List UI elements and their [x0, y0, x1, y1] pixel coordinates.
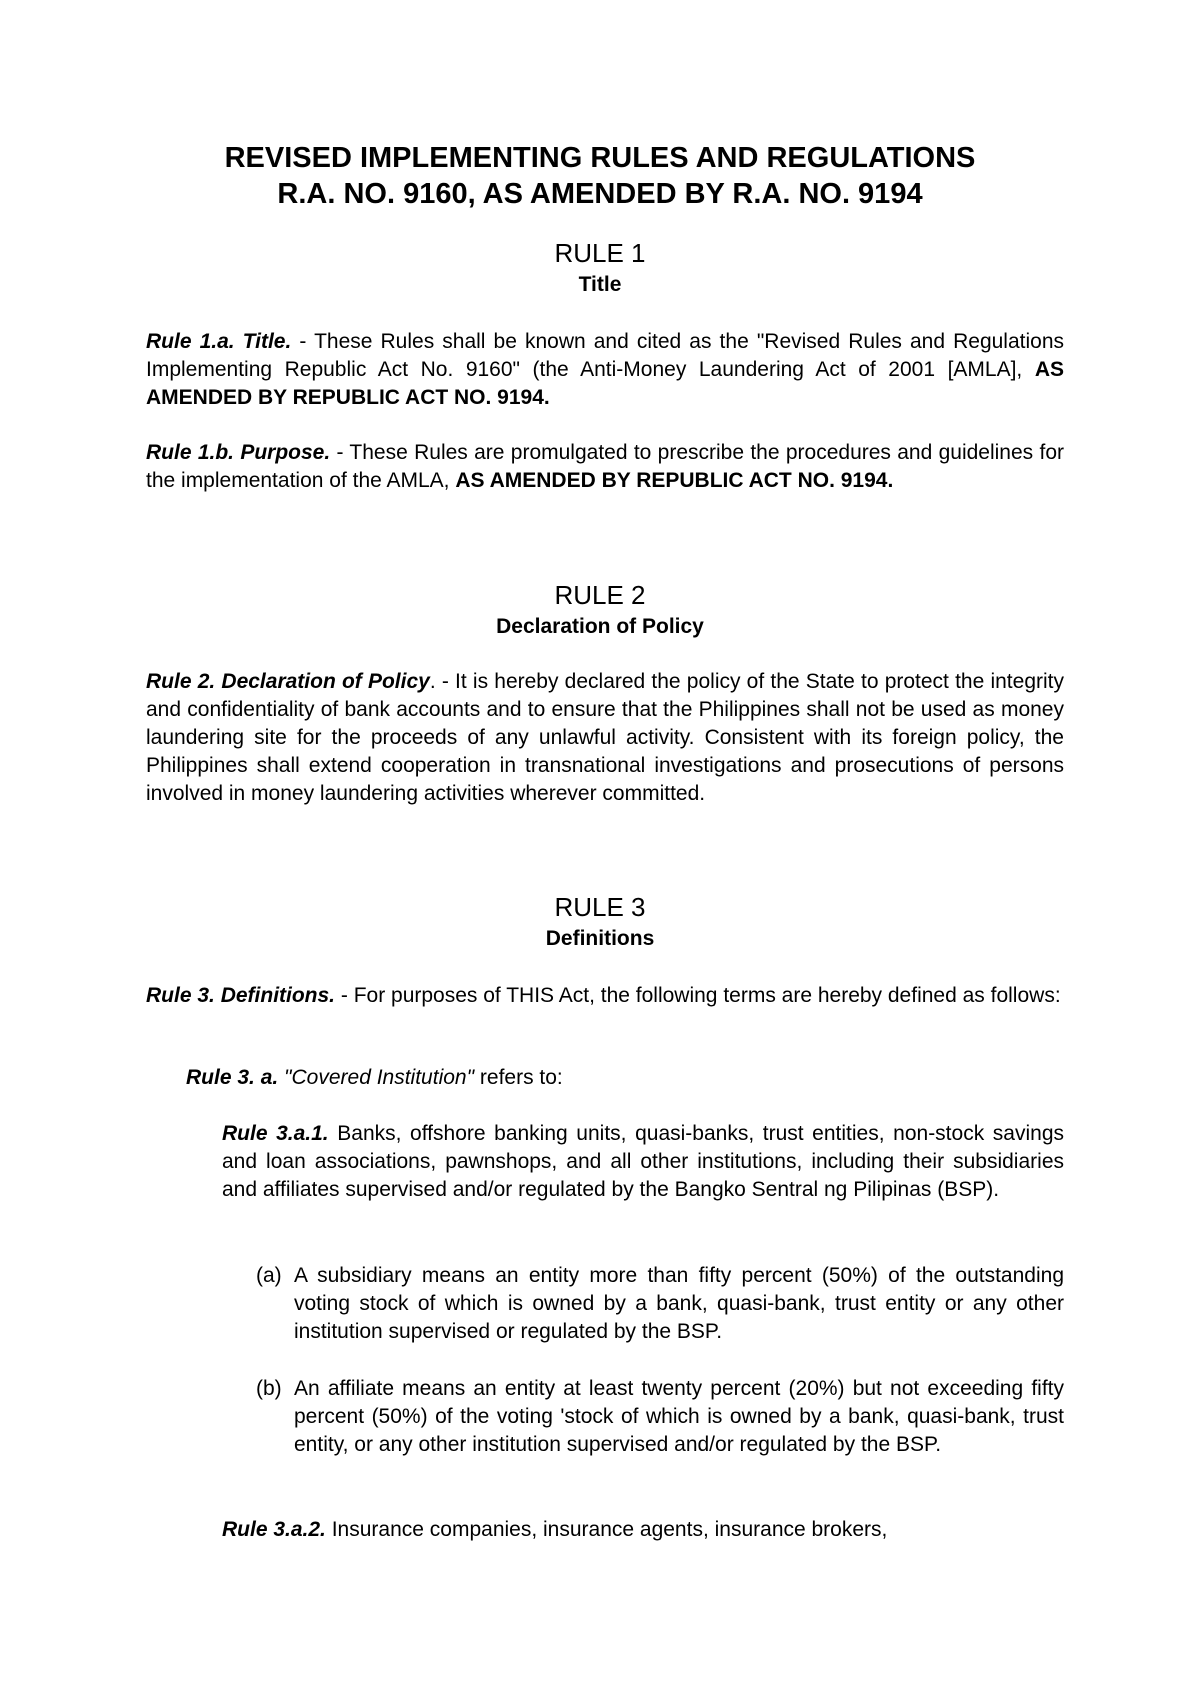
list-item-b-text: An affiliate means an entity at least twenty percent (20%) but not exceeding fifty percent (50%) of the voting 'stock of which is owned by a bank, quasi-bank, trust entity, or any other institution supervised and/or regulated by the BSP. [294, 1377, 1064, 1456]
rule2-heading: RULE 2 [554, 580, 646, 610]
rule2-paragraph [146, 668, 1064, 808]
list-item-a-text: A subsidiary means an entity more than fifty percent (50%) of the outstanding voting stock of which is owned by a bank, quasi-bank, trust entity or any other institution supervised or regulated by the BSP. [294, 1264, 1064, 1343]
rule1-heading: RULE 1 [554, 238, 646, 268]
rule1a-text: - These Rules shall be known and cited as the "Revised Rules and Regulations Implementing Republic Act No. 9160" (the Anti-Money Laundering Act of 2001 [AMLA], [146, 330, 1065, 381]
rule2-subheading: Declaration of Policy [496, 615, 704, 638]
rule3a1-text: Banks, offshore banking units, quasi-banks, trust entities, non-stock savings and loan associations, pawnshops, and all other institutions, including their subsidiaries and affiliates supervised and/or regulated by the Bangko Sentral ng Pilipinas (BSP). [222, 1122, 1064, 1201]
rule2-text: . - It is hereby declared the policy of the State to protect the integrity and confidentiality of bank accounts and to ensure that the Philippines shall not be used as money laundering site for the proceeds of any unlawful activity. Consistent with its foreign policy, the Philippines shall extend cooperation in transnational investigations and prosecutions of persons involved in money laundering activities wherever committed. [146, 670, 1064, 805]
rule1b-bold: AS AMENDED BY REPUBLIC ACT NO. 9194. [455, 469, 894, 492]
rule3-text: - For purposes of THIS Act, the following terms are hereby defined as follows: [335, 984, 1061, 1007]
list-item-b [256, 1375, 1064, 1459]
rule3a-text: refers to: [474, 1066, 563, 1089]
rule3a1-paragraph [222, 1120, 1064, 1204]
rule3-heading: RULE 3 [554, 892, 646, 922]
rule3-label: Rule 3. Definitions. [146, 984, 336, 1007]
rule3a2-paragraph [222, 1516, 1064, 1544]
list-item-b-marker: (b) [256, 1377, 282, 1400]
list-item-a [256, 1262, 1064, 1346]
rule1b-label: Rule 1.b. Purpose. [146, 441, 331, 464]
rule3a2-label: Rule 3.a.2. [222, 1518, 326, 1541]
rule1a-paragraph [146, 328, 1064, 412]
rule1b-paragraph [146, 439, 1064, 495]
rule2-label: Rule 2. Declaration of Policy [146, 670, 430, 693]
rule3-paragraph [146, 982, 1064, 1010]
document-title-line2: R.A. NO. 9160, AS AMENDED BY R.A. NO. 9194 [277, 178, 923, 210]
rule1a-label: Rule 1.a. Title. [146, 330, 292, 353]
rule3-subheading: Definitions [545, 927, 655, 950]
rule1a-bold: AS AMENDED BY REPUBLIC ACT NO. 9194. [146, 358, 1064, 409]
rule3a2-text: Insurance companies, insurance agents, insurance brokers, [325, 1518, 888, 1541]
rule3a-label: Rule 3. a. [186, 1066, 279, 1089]
rule3a1-label: Rule 3.a.1. [222, 1122, 329, 1145]
document-title-line1: REVISED IMPLEMENTING RULES AND REGULATIONS [224, 142, 976, 174]
rule1b-text: - These Rules are promulgated to prescribe the procedures and guidelines for the implementation of the AMLA, [146, 441, 1064, 492]
list-item-a-marker: (a) [256, 1264, 282, 1287]
rule3a-paragraph [186, 1064, 1064, 1092]
rule1-subheading: Title [578, 273, 622, 296]
rule3a-term: "Covered Institution" [284, 1066, 475, 1089]
